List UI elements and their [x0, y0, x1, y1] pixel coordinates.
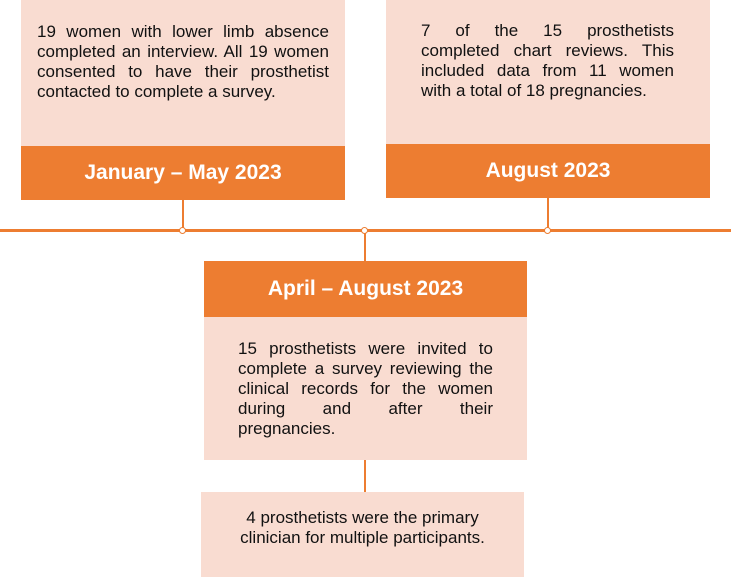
- event-jan-may-2023-description: [21, 0, 345, 146]
- note-text: 4 prosthetists were the primary clinician for multiple participants.: [240, 508, 485, 547]
- event-jan-may-2023-date: January – May 2023: [84, 161, 282, 184]
- event-aug-2023-description: [386, 0, 710, 144]
- event-jan-may-2023-text: 19 women with lower limb absence completed an interview. All 19 women consented to have their prosthetist contacted to complete a survey.: [37, 22, 329, 101]
- note-box: [201, 492, 524, 577]
- event-jan-may-2023-header: [21, 146, 345, 200]
- connector-aug-2023: [547, 198, 549, 229]
- event-aug-2023-date: August 2023: [485, 159, 611, 182]
- timeline-marker-aug-2023: [544, 227, 551, 234]
- connector-note: [364, 460, 366, 492]
- event-apr-aug-2023-description: [204, 317, 527, 460]
- event-aug-2023-text: 7 of the 15 prosthetists completed chart reviews. This included data from 11 women with a total of 18 pregnancies.: [421, 21, 674, 100]
- event-apr-aug-2023-date: April – August 2023: [267, 277, 464, 300]
- timeline-marker-jan-may-2023: [179, 227, 186, 234]
- connector-apr-aug-2023: [364, 233, 366, 261]
- event-aug-2023-header: [386, 144, 710, 198]
- event-apr-aug-2023-header: [204, 261, 527, 317]
- connector-jan-may-2023: [182, 200, 184, 229]
- event-apr-aug-2023-text: 15 prosthetists were invited to complete a survey reviewing the clinical records for the women during and after their pregnancies.: [238, 339, 493, 438]
